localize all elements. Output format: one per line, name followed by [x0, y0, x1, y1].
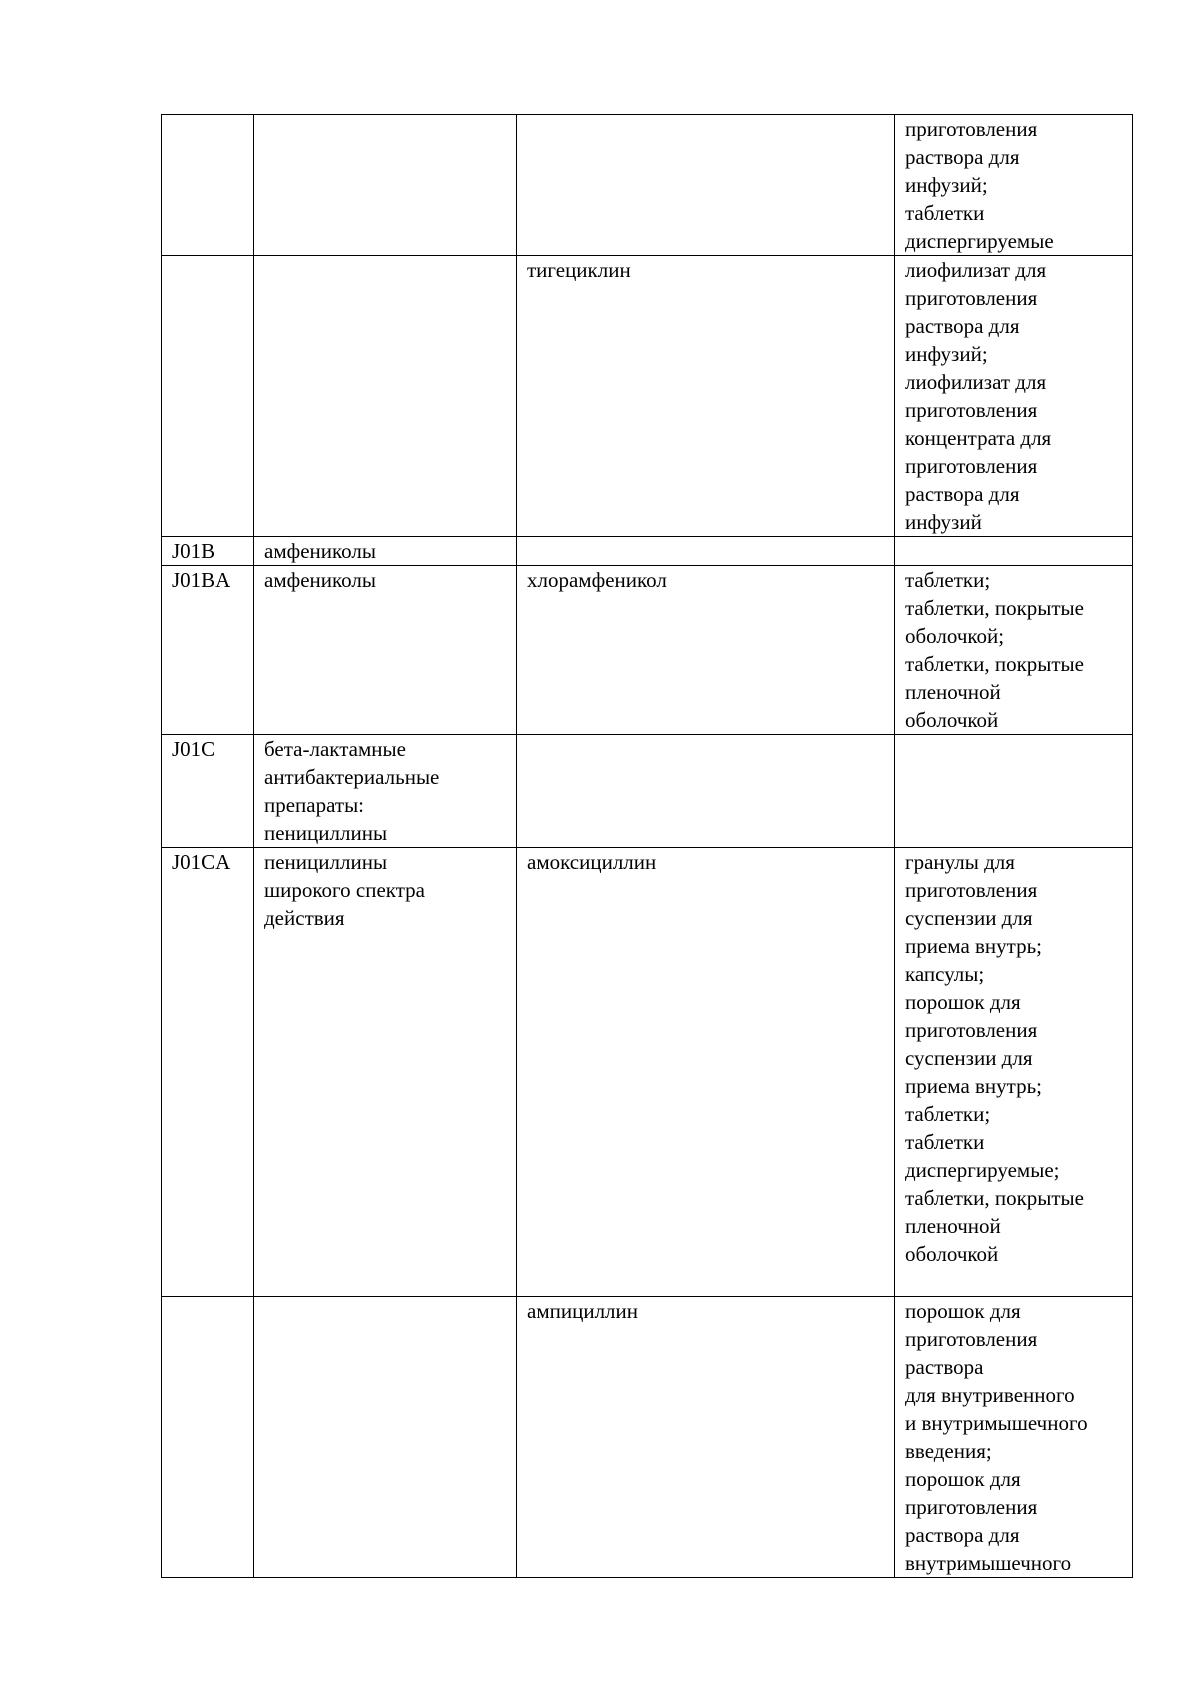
forms-cell — [895, 256, 1133, 537]
group-cell — [254, 537, 517, 566]
atc-code: J01BA — [172, 568, 231, 592]
forms-cell — [895, 735, 1133, 848]
table-row — [162, 537, 1133, 566]
form-line: диспергируемые — [905, 229, 1054, 253]
atc-code: J01B — [172, 539, 216, 563]
drug-cell — [517, 735, 895, 848]
drug-cell — [517, 566, 895, 735]
forms-cell — [895, 1297, 1133, 1578]
table-row — [162, 115, 1133, 256]
group-line: действия — [264, 906, 345, 930]
form-line: приготовления — [905, 454, 1038, 478]
atc-code-cell — [162, 115, 254, 256]
form-line: таблетки — [905, 1130, 985, 1154]
form-line: приготовления — [905, 117, 1038, 141]
form-line: внутримышечного — [905, 1551, 1072, 1575]
group-cell — [254, 115, 517, 256]
form-line: приготовления — [905, 1495, 1038, 1519]
form-line: и внутримышечного — [905, 1411, 1088, 1435]
form-line: оболочкой; — [905, 624, 1005, 648]
atc-code: J01C — [172, 737, 216, 761]
form-line: лиофилизат для — [905, 370, 1047, 394]
group-cell — [254, 735, 517, 848]
form-line: таблетки — [905, 201, 985, 225]
table-row — [162, 735, 1133, 848]
form-line: гранулы для — [905, 850, 1015, 874]
atc-code-cell — [162, 1297, 254, 1578]
form-line: раствора — [905, 1355, 984, 1379]
group-line: бета-лактамные — [264, 737, 406, 761]
form-line: пленочной — [905, 680, 1001, 704]
atc-code-cell — [162, 735, 254, 848]
form-line: приема внутрь; — [905, 1074, 1043, 1098]
form-line: приготовления — [905, 1327, 1038, 1351]
forms-cell — [895, 115, 1133, 256]
group-cell — [254, 1297, 517, 1578]
drug-cell — [517, 115, 895, 256]
table-row — [162, 1297, 1133, 1578]
form-line: раствора для — [905, 482, 1020, 506]
drug-cell — [517, 1297, 895, 1578]
atc-code-cell — [162, 848, 254, 1297]
form-line: приема внутрь; — [905, 934, 1043, 958]
form-line: раствора для — [905, 145, 1020, 169]
form-line: порошок для — [905, 990, 1021, 1014]
group-line: широкого спектра — [264, 878, 425, 902]
form-line: суспензии для — [905, 906, 1033, 930]
drug-table-body — [162, 115, 1133, 1578]
form-line: таблетки; — [905, 568, 991, 592]
forms-cell — [895, 537, 1133, 566]
form-line: порошок для — [905, 1299, 1021, 1323]
form-line: оболочкой — [905, 1242, 999, 1266]
atc-code-cell — [162, 256, 254, 537]
form-line: для внутривенного — [905, 1383, 1075, 1407]
form-line: приготовления — [905, 286, 1038, 310]
table-row — [162, 566, 1133, 735]
drug-cell — [517, 537, 895, 566]
form-line: концентрата для — [905, 426, 1052, 450]
group-line: пенициллины — [264, 850, 388, 874]
group-line: пенициллины — [264, 821, 388, 845]
atc-code: J01CA — [172, 850, 231, 874]
form-line: капсулы; — [905, 962, 985, 986]
drug-cell — [517, 848, 895, 1297]
form-line: инфузий — [905, 510, 982, 534]
group-cell — [254, 256, 517, 537]
atc-code-cell — [162, 537, 254, 566]
form-line: оболочкой — [905, 708, 999, 732]
form-line: раствора для — [905, 1523, 1020, 1547]
drug-name: тигециклин — [527, 258, 631, 282]
form-line: таблетки, покрытые — [905, 596, 1084, 620]
group-line: амфениколы — [264, 568, 376, 592]
group-line: препараты: — [264, 793, 365, 817]
drug-name: хлорамфеникол — [527, 568, 667, 592]
drug-name: ампициллин — [527, 1299, 638, 1323]
form-line: суспензии для — [905, 1046, 1033, 1070]
group-cell — [254, 848, 517, 1297]
drug-name: амоксициллин — [527, 850, 657, 874]
form-line: лиофилизат для — [905, 258, 1047, 282]
form-line: инфузий; — [905, 173, 988, 197]
form-line: пленочной — [905, 1214, 1001, 1238]
atc-code-cell — [162, 566, 254, 735]
form-line: приготовления — [905, 398, 1038, 422]
form-line: введения; — [905, 1439, 992, 1463]
drug-cell — [517, 256, 895, 537]
form-line: таблетки, покрытые — [905, 652, 1084, 676]
table-row — [162, 848, 1133, 1297]
form-line: порошок для — [905, 1467, 1021, 1491]
group-line: антибактериальные — [264, 765, 440, 789]
form-line: таблетки, покрытые — [905, 1186, 1084, 1210]
forms-cell — [895, 566, 1133, 735]
form-line: диспергируемые; — [905, 1158, 1060, 1182]
form-line: раствора для — [905, 314, 1020, 338]
form-line: приготовления — [905, 1018, 1038, 1042]
group-cell — [254, 566, 517, 735]
form-line: приготовления — [905, 878, 1038, 902]
drug-table — [161, 114, 1133, 1578]
table-row — [162, 256, 1133, 537]
form-line: инфузий; — [905, 342, 988, 366]
group-line: амфениколы — [264, 539, 376, 563]
forms-cell — [895, 848, 1133, 1297]
form-line: таблетки; — [905, 1102, 991, 1126]
